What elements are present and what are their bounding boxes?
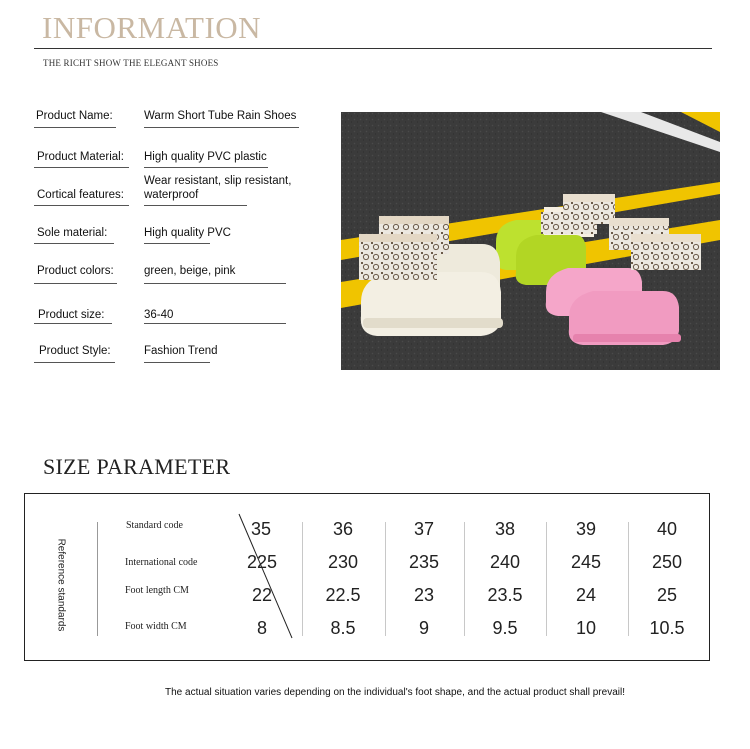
spec-label-underline	[34, 127, 116, 128]
spec-value-product-name: Warm Short Tube Rain Shoes	[144, 110, 297, 122]
spec-label-underline	[34, 205, 129, 206]
header-divider	[34, 48, 712, 49]
cell-international: 230	[327, 552, 359, 572]
cell-standard: 37	[413, 519, 435, 539]
column-separator	[302, 522, 303, 636]
spec-label-underline	[34, 283, 117, 284]
spec-value-underline	[144, 127, 299, 128]
reference-standards-label: Reference standards	[55, 538, 67, 632]
row-label-foot-width: Foot width CM	[125, 621, 187, 632]
row-label-standard-code: Standard code	[126, 520, 183, 531]
spec-label-product-style: Product Style:	[39, 345, 111, 357]
spec-label-cortical-features: Cortical features:	[37, 189, 124, 201]
spec-value-product-material: High quality PVC plastic	[144, 151, 267, 163]
spec-label-sole-material: Sole material:	[37, 227, 108, 239]
cell-foot-width: 8.5	[330, 618, 356, 638]
spec-value-cortical-features: Wear resistant, slip resistant, waterproof	[144, 175, 292, 201]
cell-international: 250	[651, 552, 683, 572]
cell-foot-length: 22.5	[325, 585, 361, 605]
spec-value-underline	[144, 243, 210, 244]
spec-label-underline	[34, 323, 112, 324]
section-title-information: INFORMATION	[42, 10, 262, 45]
table-divider	[97, 522, 98, 636]
spec-value-product-style: Fashion Trend	[144, 345, 218, 357]
cell-standard: 39	[575, 519, 597, 539]
cell-foot-width: 9.5	[492, 618, 518, 638]
cell-standard: 38	[494, 519, 516, 539]
spec-label-underline	[34, 362, 115, 363]
spec-value-underline	[144, 362, 210, 363]
section-subtitle: THE RICHT SHOW THE ELEGANT SHOES	[43, 58, 219, 68]
spec-label-product-size: Product size:	[38, 309, 105, 321]
cell-standard: 40	[656, 519, 678, 539]
cell-international: 225	[246, 552, 278, 572]
spec-label-underline	[34, 167, 129, 168]
cell-foot-length: 24	[575, 585, 597, 605]
column-separator	[464, 522, 465, 636]
cell-foot-length: 22	[251, 585, 273, 605]
cell-foot-length: 25	[656, 585, 678, 605]
cell-foot-width: 10	[575, 618, 597, 638]
cell-international: 240	[489, 552, 521, 572]
spec-label-underline	[34, 243, 114, 244]
cell-international: 235	[408, 552, 440, 572]
column-separator	[628, 522, 629, 636]
product-photo	[341, 112, 720, 370]
cell-international: 245	[570, 552, 602, 572]
column-separator	[385, 522, 386, 636]
spec-value-underline	[144, 283, 286, 284]
row-label-international-code: International code	[125, 557, 198, 568]
row-label-foot-length: Foot length CM	[125, 585, 189, 596]
cell-foot-width: 9	[418, 618, 429, 638]
spec-value-underline	[144, 205, 247, 206]
disclaimer-footnote: The actual situation varies depending on the individual's foot shape, and the actual product shall prevail!	[165, 687, 625, 698]
cell-foot-length: 23	[413, 585, 435, 605]
spec-label-product-material: Product Material:	[37, 151, 124, 163]
spec-label-product-name: Product Name:	[36, 110, 113, 122]
column-separator	[546, 522, 547, 636]
spec-value-underline	[144, 323, 286, 324]
cell-foot-width: 8	[256, 618, 267, 638]
spec-value-product-size: 36-40	[144, 309, 174, 321]
section-title-size-parameter: SIZE PARAMETER	[43, 454, 231, 479]
spec-value-product-colors: green, beige, pink	[144, 265, 236, 277]
spec-label-product-colors: Product colors:	[37, 265, 114, 277]
cell-foot-width: 10.5	[649, 618, 685, 638]
cell-standard: 36	[332, 519, 354, 539]
cell-foot-length: 23.5	[487, 585, 523, 605]
spec-value-sole-material: High quality PVC	[144, 227, 231, 239]
cell-standard: 35	[250, 519, 272, 539]
spec-value-underline	[144, 167, 268, 168]
